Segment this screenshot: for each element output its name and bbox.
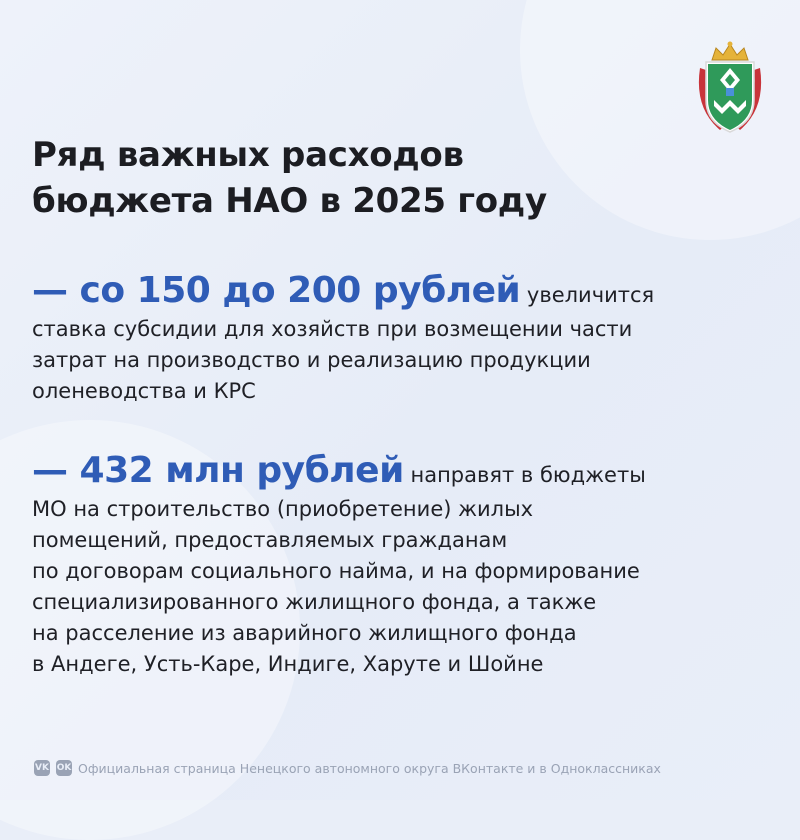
paragraph-text: направят в бюджеты (403, 463, 646, 487)
paragraph-line: МО на строительство (приобретение) жилых (32, 497, 534, 521)
paragraph-line: на расселение из аварийного жилищного фонда (32, 621, 577, 645)
odnoklassniki-icon[interactable]: OK (56, 760, 72, 776)
paragraph-line: помещений, предоставляемых гражданам (32, 528, 508, 552)
footer (34, 760, 661, 776)
coat-of-arms-icon (690, 38, 770, 138)
paragraph-line: специализированного жилищного фонда, а также (32, 590, 597, 614)
paragraph-text: увеличится (520, 283, 655, 307)
subsidy-paragraph (32, 268, 772, 407)
paragraph-line: по договорам социального найма, и на формирование (32, 559, 640, 583)
vk-icon[interactable]: VK (34, 760, 50, 776)
paragraph-first-line (32, 448, 772, 494)
highlight-amount: — со 150 до 200 рублей (32, 270, 521, 311)
housing-paragraph (32, 448, 772, 680)
title-line: Ряд важных расходов (32, 135, 464, 175)
footer-text: Официальная страница Ненецкого автономного округа ВКонтакте и в Одноклассниках (78, 760, 661, 776)
page-title (32, 132, 652, 224)
title-line: бюджета НАО в 2025 году (32, 181, 547, 221)
paragraph-line: оленеводства и КРС (32, 379, 256, 403)
paragraph-line: в Андеге, Усть-Каре, Индиге, Харуте и Шойне (32, 652, 544, 676)
paragraph-line: затрат на производство и реализацию продукции (32, 348, 591, 372)
paragraph-first-line (32, 268, 772, 314)
highlight-amount: — 432 млн рублей (32, 450, 404, 491)
paragraph-line: ставка субсидии для хозяйств при возмещении части (32, 317, 633, 341)
